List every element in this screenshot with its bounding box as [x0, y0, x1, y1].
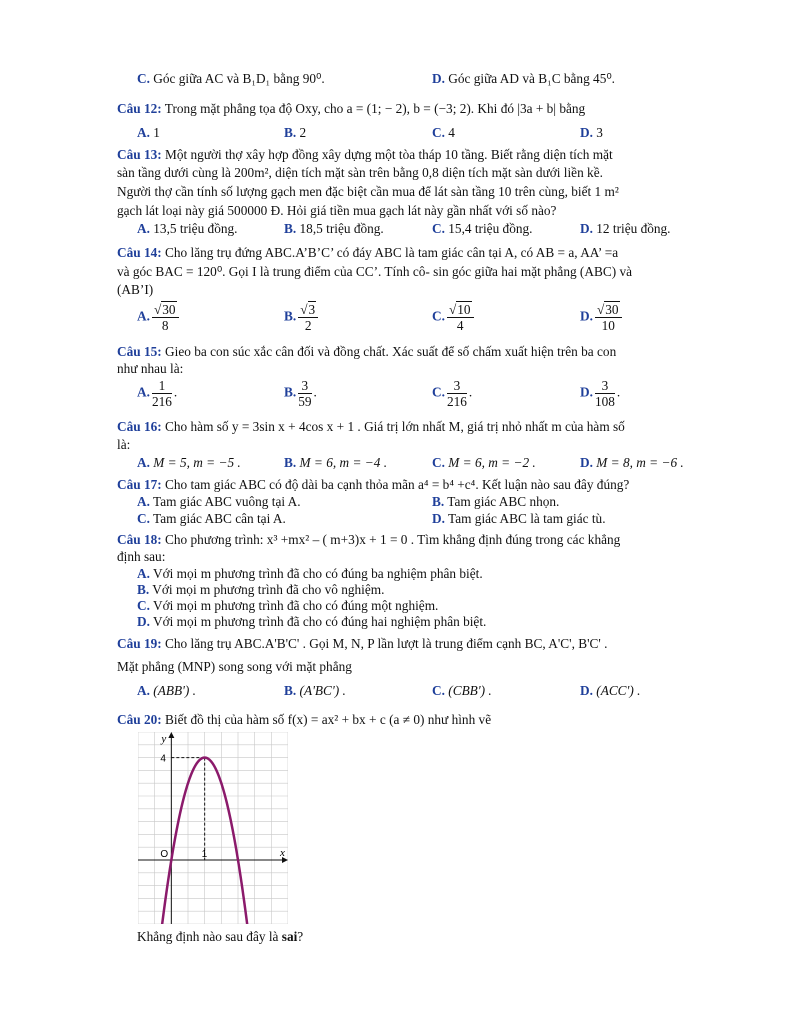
- question-text: Một người thợ xây hợp đồng xây dựng một tòa tháp 10 tầng. Biết rằng diện tích mặt: [165, 147, 613, 162]
- option: [137, 614, 486, 630]
- option-text: Với mọi m phương trình đã cho có đúng hai nghiệm phân biệt.: [153, 614, 487, 629]
- option-text: M = 5, m = −5 .: [153, 455, 241, 470]
- fraction: [595, 378, 615, 409]
- fraction: $\frac{√30}{10}$: [595, 302, 622, 333]
- option: C. $\frac{3}{216}$ .: [432, 378, 473, 409]
- option-text: Với mọi m phương trình đã cho vô nghiệm.: [152, 582, 385, 597]
- option: [137, 125, 160, 141]
- option: [137, 494, 301, 510]
- option: [432, 511, 606, 527]
- option-label: D.: [580, 308, 593, 324]
- question-label: Câu 15:: [117, 344, 162, 359]
- option-text: M = 8, m = −6 .: [596, 455, 684, 470]
- option: [432, 302, 476, 333]
- option: [432, 494, 559, 510]
- fraction: [447, 378, 467, 409]
- option-text: 3: [596, 125, 603, 140]
- question-18: [117, 532, 689, 548]
- option: [137, 598, 438, 614]
- question-19: [117, 636, 689, 652]
- option-text: Góc giữa AC và B₁D₁ bằng 90⁰.: [153, 71, 325, 86]
- option-text: 4: [448, 125, 455, 140]
- fraction-denominator: 59: [298, 394, 312, 409]
- option-text: (CBB') .: [448, 683, 492, 698]
- option: [432, 455, 536, 471]
- question-text-line: Người thợ cần tính số lượng gạch men đặc biệt cần mua để lát sàn tầng 10 trên cùng, biết 1 m²: [117, 184, 619, 199]
- option-label: D.: [432, 511, 445, 526]
- question-text: Cho lăng trụ đứng ABC.A’B’C’ có đáy ABC là tam giác cân tại A, có AB = a, AA’ =a: [165, 245, 619, 260]
- question-text-line: sàn tầng dưới cùng là 200m², diện tích mặt sàn trên bằng 0,8 diện tích mặt sàn dưới liền kề.: [117, 165, 603, 180]
- option-label: A.: [137, 221, 150, 236]
- option-label: D.: [580, 125, 593, 140]
- option-label: A.: [137, 308, 150, 324]
- question-label: Câu 17:: [117, 477, 162, 492]
- question-text: Cho lăng trụ ABC.A'B'C' . Gọi M, N, P lần lượt là trung điểm cạnh BC, A'C', B'C' .: [165, 636, 608, 651]
- option-label: D.: [580, 221, 593, 236]
- option-label: D.: [580, 683, 593, 698]
- option-text: 15,4 triệu đồng.: [448, 221, 533, 236]
- fraction-numerator: 3: [298, 378, 311, 394]
- option-label: C.: [432, 221, 445, 236]
- option-label: C.: [432, 455, 445, 470]
- option-text: (A'BC') .: [299, 683, 346, 698]
- fraction-denominator: 216: [151, 394, 172, 409]
- option: [284, 683, 346, 699]
- option-text: 18,5 triệu đồng.: [299, 221, 384, 236]
- fraction-denominator: 4: [456, 318, 464, 333]
- option-label: A.: [137, 683, 150, 698]
- option: [137, 455, 241, 471]
- option-label: D.: [137, 614, 150, 629]
- option-label: A.: [137, 566, 150, 581]
- option: [137, 511, 286, 527]
- option-text: M = 6, m = −2 .: [448, 455, 536, 470]
- option-label: C.: [432, 308, 445, 324]
- fraction-numerator: 10: [457, 302, 471, 317]
- question-label: Câu 13:: [117, 147, 162, 162]
- fraction: $\frac{√10}{4}$: [447, 302, 474, 333]
- option-text: 2: [299, 125, 307, 140]
- question-label: Câu 19:: [117, 636, 162, 651]
- option-text: M = 6, m = −4 .: [299, 455, 388, 470]
- fraction: $\frac{√3}{2}$: [298, 302, 318, 333]
- question-label: Câu 12:: [117, 101, 162, 116]
- fraction-denominator: 108: [594, 394, 615, 409]
- option: [137, 302, 181, 333]
- option: [580, 125, 603, 141]
- option-label: B.: [284, 683, 297, 698]
- question-17: [117, 477, 689, 493]
- question-text: Cho tam giác ABC có độ dài ba cạnh thỏa mãn a⁴ = b⁴ +c⁴. Kết luận nào sau đây đúng?: [165, 477, 630, 492]
- question-text-line: Mặt phẳng (MNP) song song với mặt phẳng: [117, 659, 352, 674]
- question-label: Câu 20:: [117, 712, 162, 727]
- x-axis-label: x: [280, 847, 285, 859]
- option-label: B.: [284, 125, 297, 140]
- option: [432, 221, 532, 237]
- option-text: Tam giác ABC cân tại A.: [153, 511, 286, 526]
- option: [137, 566, 483, 582]
- option: [580, 683, 640, 699]
- option: [284, 221, 384, 237]
- option: [432, 125, 455, 141]
- fraction: [152, 378, 172, 409]
- option: [137, 582, 384, 598]
- x-tick-label: 1: [201, 849, 208, 860]
- option-text: Với mọi m phương trình đã cho có đúng một nghiệm.: [153, 598, 439, 613]
- fraction-numerator: 3: [447, 378, 467, 394]
- question-16: [117, 419, 689, 435]
- option-label: C.: [137, 598, 150, 613]
- option-label: C.: [137, 511, 150, 526]
- option: [284, 302, 320, 333]
- option-label: A.: [137, 384, 150, 400]
- option-text: 1: [153, 125, 160, 140]
- option: [284, 125, 306, 141]
- question-label: Câu 14:: [117, 245, 162, 260]
- fraction: $\frac{√30}{8}$: [152, 302, 179, 333]
- question-text-line: là:: [117, 437, 131, 452]
- question-text: Cho phương trình: x³ +mx² – ( m+3)x + 1 = 0 . Tìm khẳng định đúng trong các khẳng: [165, 532, 621, 547]
- followup-emphasis: sai: [281, 929, 298, 944]
- option-label: A.: [137, 455, 150, 470]
- option: A. $\frac{1}{216}$ .: [137, 378, 178, 409]
- option: [580, 221, 671, 237]
- question-20: [117, 712, 689, 728]
- question-followup: [137, 929, 303, 945]
- option-text: Với mọi m phương trình đã cho có đúng ba nghiệm phân biệt.: [153, 566, 483, 581]
- option-label: D.: [580, 384, 593, 400]
- option-text: (ABB') .: [153, 683, 196, 698]
- question-text: Biết đồ thị của hàm số f(x) = ax² + bx + c (a ≠ 0) như hình vẽ: [165, 712, 492, 727]
- question-label: Câu 18:: [117, 532, 162, 547]
- option-label: B.: [284, 308, 297, 324]
- fraction-numerator: 3: [595, 378, 615, 394]
- option-text: 13,5 triệu đồng.: [153, 221, 238, 236]
- fraction-denominator: 2: [304, 318, 312, 333]
- option-label: C.: [137, 71, 150, 86]
- fraction-denominator: 216: [446, 394, 467, 409]
- question-13: [117, 147, 689, 163]
- option-label: D.: [580, 455, 593, 470]
- question-14: [117, 245, 689, 261]
- question-text-line: định sau:: [117, 549, 166, 564]
- option-text: Tam giác ABC nhọn.: [447, 494, 560, 509]
- option-label: C.: [432, 384, 445, 400]
- option-text: Tam giác ABC vuông tại A.: [153, 494, 301, 509]
- question-text: Gieo ba con súc xắc cân đối và đồng chất. Xác suất để số chấm xuất hiện trên ba con: [165, 344, 617, 359]
- option: [580, 302, 624, 333]
- question-15: [117, 344, 689, 360]
- question-text-line: như nhau là:: [117, 361, 184, 376]
- fraction-numerator: 30: [162, 302, 176, 317]
- option-label: D.: [432, 71, 445, 86]
- option: [137, 683, 196, 699]
- option: B. $\frac{3}{59}$ .: [284, 378, 317, 409]
- option-label: B.: [284, 455, 297, 470]
- option-label: B.: [284, 384, 297, 400]
- y-axis-arrow: [168, 732, 174, 738]
- fraction-denominator: 8: [161, 318, 169, 333]
- y-axis-label: y: [161, 733, 167, 745]
- fraction: [298, 378, 311, 409]
- option-d: [432, 71, 615, 87]
- option: [137, 221, 237, 237]
- option-label: C.: [432, 683, 445, 698]
- question-text-line: gạch lát loại này giá 500000 Đ. Hỏi giá tiền mua gạch lát này gần nhất với số nào?: [117, 203, 557, 218]
- question-text: Trong mặt phẳng tọa độ Oxy, cho a = (1; − 2), b = (−3; 2). Khi đó |3a + b| bằng: [164, 101, 586, 116]
- option-text: Tam giác ABC là tam giác tù.: [448, 511, 606, 526]
- option-c: [137, 71, 325, 87]
- option: [432, 683, 492, 699]
- question-text-line: và góc BAC = 120⁰. Gọi I là trung điểm của CC’. Tính cô- sin góc giữa hai mặt phẳng (ABC) và: [117, 264, 633, 279]
- option: [580, 455, 684, 471]
- question-text-line: (AB’I): [117, 282, 154, 297]
- option-label: B.: [137, 582, 150, 597]
- y-tick-label: 4: [160, 753, 166, 765]
- option: D. $\frac{3}{108}$ .: [580, 378, 621, 409]
- followup-text: Khẳng định nào sau đây là: [137, 929, 282, 944]
- question-label: Câu 16:: [117, 419, 162, 434]
- question-text: Cho hàm số y = 3sin x + 4cos x + 1 . Giá trị lớn nhất M, giá trị nhỏ nhất m của hàm số: [165, 419, 625, 434]
- option-label: A.: [137, 494, 150, 509]
- option-label: B.: [284, 221, 297, 236]
- fraction-numerator: 30: [605, 302, 619, 317]
- option: [284, 455, 387, 471]
- followup-end: ?: [297, 929, 304, 944]
- origin-label: O: [160, 849, 169, 860]
- fraction-numerator: 3: [308, 302, 316, 317]
- option-label: C.: [432, 125, 445, 140]
- fraction-numerator: 1: [152, 378, 172, 394]
- option-text: Góc giữa AD và B₁C bằng 45⁰.: [448, 71, 616, 86]
- option-text: 12 triệu đồng.: [596, 221, 671, 236]
- parabola-graph: [138, 732, 288, 924]
- fraction-denominator: 10: [601, 318, 615, 333]
- option-label: A.: [137, 125, 150, 140]
- question-12: [117, 101, 689, 117]
- option-text: (ACC') .: [596, 683, 641, 698]
- option-label: B.: [432, 494, 445, 509]
